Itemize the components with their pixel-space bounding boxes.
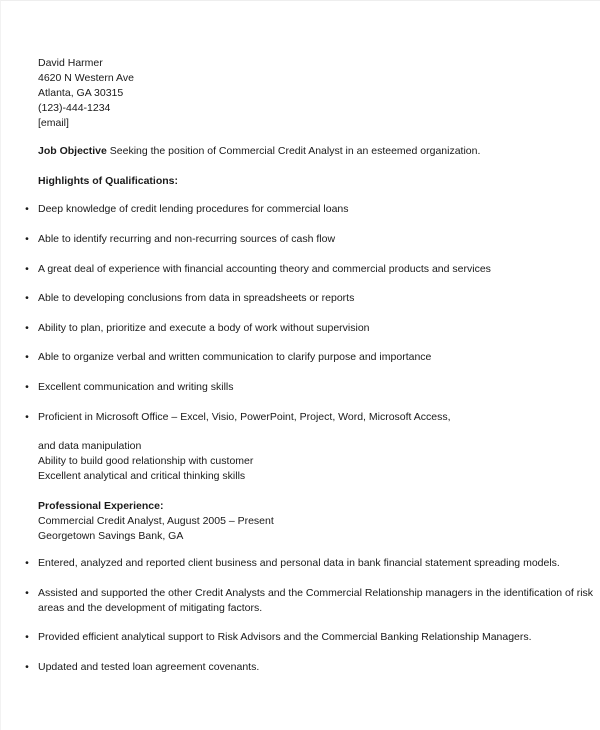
contact-name: David Harmer — [38, 57, 103, 69]
contact-phone: (123)-444-1234 — [38, 102, 111, 114]
job-position: Commercial Credit Analyst, August 2005 – Present — [38, 515, 274, 527]
contact-city: Atlanta, GA 30315 — [38, 87, 124, 99]
bullet-marker: • — [25, 203, 29, 215]
bullet-marker: • — [25, 263, 29, 275]
objective-label: Job Objective — [38, 145, 107, 157]
continuation-line: and data manipulation — [38, 440, 142, 452]
bullet-marker: • — [25, 233, 29, 245]
list-item-text: Excellent communication and writing skills — [38, 381, 234, 393]
experience-section — [38, 499, 583, 544]
bullet-marker: • — [25, 631, 29, 643]
bullet-marker: • — [25, 661, 29, 673]
bullet-marker: • — [25, 322, 29, 334]
list-item-text: Able to developing conclusions from data in spreadsheets or reports — [38, 292, 355, 304]
job-employer: Georgetown Savings Bank, GA — [38, 530, 184, 542]
list-item-text: Updated and tested loan agreement covenants. — [38, 661, 260, 673]
list-item-text: A great deal of experience with financial accounting theory and commercial products and services — [38, 263, 491, 275]
continuation-line: Excellent analytical and critical thinking skills — [38, 470, 246, 482]
list-item-text: areas and the development of mitigating factors. — [38, 602, 263, 614]
list-item-text: Assisted and supported the other Credit Analysts and the Commercial Relationship managers in the identification of risk — [38, 587, 594, 599]
list-item-text: Provided efficient analytical support to Risk Advisors and the Commercial Banking Relationship Managers. — [38, 631, 532, 643]
list-item-text: Proficient in Microsoft Office – Excel, Visio, PowerPoint, Project, Word, Microsoft Access, — [38, 411, 451, 423]
list-item-text: Entered, analyzed and reported client business and personal data in bank financial statement spreading models. — [38, 557, 560, 569]
list-item-text: Deep knowledge of credit lending procedures for commercial loans — [38, 203, 349, 215]
continuation-line: Ability to build good relationship with customer — [38, 455, 254, 467]
bullet-marker: • — [25, 587, 29, 599]
bullet-marker: • — [25, 292, 29, 304]
experience-heading: Professional Experience: — [38, 500, 164, 512]
objective-text: Seeking the position of Commercial Credit Analyst in an esteemed organization. — [106, 145, 481, 157]
contact-street: 4620 N Western Ave — [38, 72, 134, 84]
contact-block — [38, 56, 583, 131]
list-item-text: Able to organize verbal and written communication to clarify purpose and importance — [38, 351, 432, 363]
list-item-text: Ability to plan, prioritize and execute a body of work without supervision — [38, 322, 370, 334]
list-item-text: Able to identify recurring and non-recurring sources of cash flow — [38, 233, 336, 245]
bullet-marker: • — [25, 557, 29, 569]
bullet-marker: • — [25, 381, 29, 393]
bullet-marker: • — [25, 351, 29, 363]
highlights-continuation — [38, 439, 583, 484]
bullet-marker: • — [25, 411, 29, 423]
highlights-heading: Highlights of Qualifications: — [38, 175, 178, 187]
highlights-section — [38, 174, 583, 189]
objective-section — [38, 144, 583, 159]
contact-email: [email] — [38, 117, 69, 129]
